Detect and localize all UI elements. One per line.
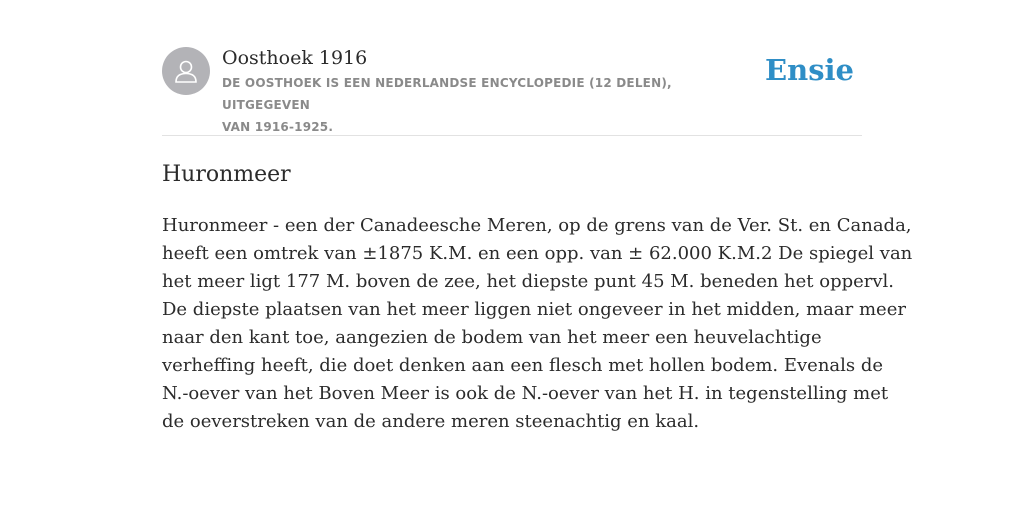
source-name[interactable]: Oosthoek 1916 [222,47,368,69]
entry-body-line: het meer ligt 177 M. boven de zee, het diepste punt 45 M. beneden het oppervl. [162,271,895,292]
divider [162,135,862,136]
entry-body-line: verheffing heeft, die doet denken aan een flesch met hollen bodem. Evenals de [162,355,884,376]
source-description-line: DE OOSTHOEK IS EEN NEDERLANDSE ENCYCLOPEDIE (12 DELEN), UITGEGEVEN [222,76,672,112]
source-description-line: VAN 1916-1925. [222,120,334,134]
user-silhouette-icon [172,57,200,85]
entry-title: Huronmeer [162,162,291,187]
avatar[interactable] [162,47,210,95]
source-description [222,72,762,138]
entry-body-line: heeft een omtrek van ±1875 K.M. en een opp. van ± 62.000 K.M.2 De spiegel van [162,243,913,264]
entry-body-line: N.-oever van het Boven Meer is ook de N.-oever van het H. in tegenstelling met [162,383,889,404]
entry-body-line: naar den kant toe, aangezien de bodem van het meer een heuvelachtige [162,327,822,348]
entry-body-line: De diepste plaatsen van het meer liggen niet ongeveer in het midden, maar meer [162,299,906,320]
entry-body-line: de oeverstreken van de andere meren steenachtig en kaal. [162,411,700,432]
entry-body [162,212,913,436]
ensie-logo[interactable]: Ensie [765,53,854,87]
entry-body-line: Huronmeer - een der Canadeesche Meren, op de grens van de Ver. St. en Canada, [162,215,912,236]
source-header [162,46,862,134]
